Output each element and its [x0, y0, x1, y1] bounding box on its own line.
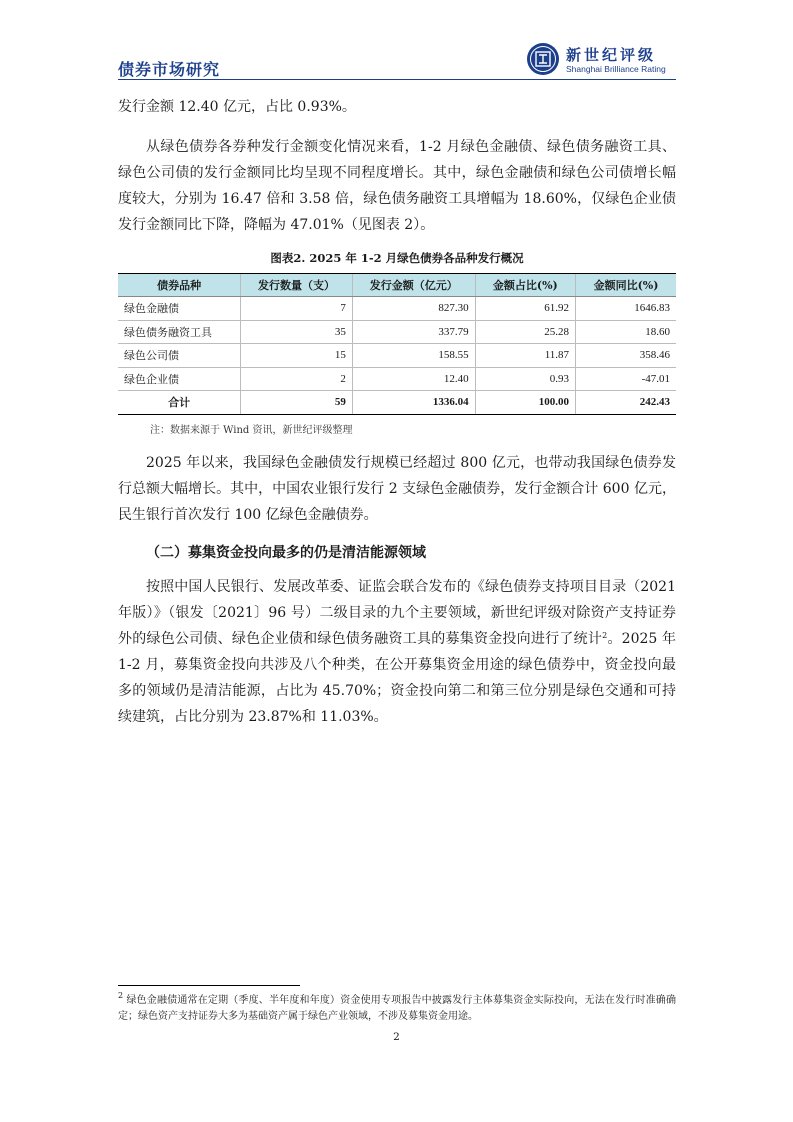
- cell-count: 15: [241, 344, 353, 368]
- column-header-yoy: 金额同比(%): [576, 274, 676, 297]
- page-body: [118, 94, 676, 730]
- cell-total-share: 100.00: [475, 391, 575, 415]
- table-total-row: [118, 391, 676, 415]
- cell-share: 11.87: [475, 344, 575, 368]
- table-source-note: 注：数据来源于 Wind 资讯，新世纪评级整理: [150, 424, 353, 436]
- paragraph-2: 从绿色债券各券种发行金额变化情况来看，1-2 月绿色金融债、绿色债务融资工具、绿色公司债的发行金额同比均呈现不同程度增长。其中，绿色金融债和绿色公司债增长幅度较大，分别为 16.47 倍和 3.58 倍，绿色债务融资工具增幅为 18.60%，仅绿色企业债发行金额同比下降，降幅为 47.01%（见图表 2）。: [118, 139, 676, 233]
- cell-bond-type: 绿色企业债: [118, 367, 241, 391]
- cell-total-count: 59: [241, 391, 353, 415]
- column-header-share: 金额占比(%): [475, 274, 575, 297]
- paragraph-1: 发行金额 12.40 亿元，占比 0.93%。: [118, 99, 356, 115]
- cell-yoy: 18.60: [576, 320, 676, 344]
- paragraph-4-main: 按照中国人民银行、发展改革委、证监会联合发布的《绿色债券支持项目目录（2021 年版）》（银发〔2021〕96 号）二级目录的九个主要领域，新世纪评级对除资产支持证券外的绿色公司债、绿色企业债和绿色债务融资工具的募集资金投向进行了统计: [118, 578, 676, 647]
- footnote-divider: [118, 985, 300, 986]
- table-row: [118, 320, 676, 344]
- column-header-bond-type: 债券品种: [118, 274, 241, 297]
- cell-amount: 827.30: [352, 297, 475, 321]
- footnote-reference[interactable]: 2: [602, 630, 608, 640]
- cell-count: 35: [241, 320, 353, 344]
- paragraph-4-rest: 。2025 年 1-2 月，募集资金投向共涉及八个种类，在公开募集资金用途的绿色债券中，资金投向最多的领域仍是清洁能源，占比为 45.70%；资金投向第二和第三位分别是绿色交通和可持续建筑，占比分别为 23.87%和 11.03%。: [118, 630, 676, 725]
- column-header-amount: 发行金额（亿元）: [352, 274, 475, 297]
- page-number: 2: [393, 1031, 400, 1043]
- report-series-title: 债券市场研究: [118, 60, 221, 79]
- logo-english-name: Shanghai Brilliance Rating: [566, 64, 666, 74]
- cell-amount: 158.55: [352, 344, 475, 368]
- cell-amount: 337.79: [352, 320, 475, 344]
- cell-yoy: 1646.83: [576, 297, 676, 321]
- table-caption: 图表2. 2025 年 1-2 月绿色债券各品种发行概况: [270, 251, 524, 265]
- section-heading: （二）募集资金投向最多的仍是清洁能源领域: [146, 544, 426, 561]
- cell-count: 2: [241, 367, 353, 391]
- footnote-text: 绿色金融债通常在定期（季度、半年度和年度）资金使用专项报告中披露发行主体募集资金实际投向，无法在发行时准确确定；绿色资产支持证券大多为基础资产属于绿色产业领域，不涉及募集资金用途。: [118, 995, 676, 1022]
- cell-total-amount: 1336.04: [352, 391, 475, 415]
- table-row: [118, 297, 676, 321]
- cell-amount: 12.40: [352, 367, 475, 391]
- cell-share: 61.92: [475, 297, 575, 321]
- cell-yoy: -47.01: [576, 367, 676, 391]
- green-bond-issuance-table: [118, 273, 676, 415]
- table-row: [118, 367, 676, 391]
- header-divider: [118, 79, 676, 80]
- footnote-marker: 2: [118, 991, 124, 1000]
- paragraph-3: 2025 年以来，我国绿色金融债发行规模已经超过 800 亿元，也带动我国绿色债券发行总额大幅增长。其中，中国农业银行发行 2 支绿色金融债券，发行金额合计 600 亿元，民生银行首次发行 100 亿绿色金融债券。: [118, 454, 676, 523]
- cell-bond-type: 绿色金融债: [118, 297, 241, 321]
- cell-total-yoy: 242.43: [576, 391, 676, 415]
- footnote: [118, 993, 676, 1025]
- cell-share: 0.93: [475, 367, 575, 391]
- cell-total-label: 合计: [118, 391, 241, 415]
- page-header: [118, 40, 676, 80]
- brand-logo: [526, 40, 676, 80]
- cell-bond-type: 绿色公司债: [118, 344, 241, 368]
- logo-chinese-name: 新世纪评级: [566, 46, 657, 64]
- column-header-count: 发行数量（支）: [241, 274, 353, 297]
- paragraph-4: [118, 574, 676, 730]
- cell-yoy: 358.46: [576, 344, 676, 368]
- table-header-row: [118, 274, 676, 297]
- rating-seal-icon: [526, 42, 560, 76]
- cell-share: 25.28: [475, 320, 575, 344]
- cell-count: 7: [241, 297, 353, 321]
- cell-bond-type: 绿色债务融资工具: [118, 320, 241, 344]
- table-row: [118, 344, 676, 368]
